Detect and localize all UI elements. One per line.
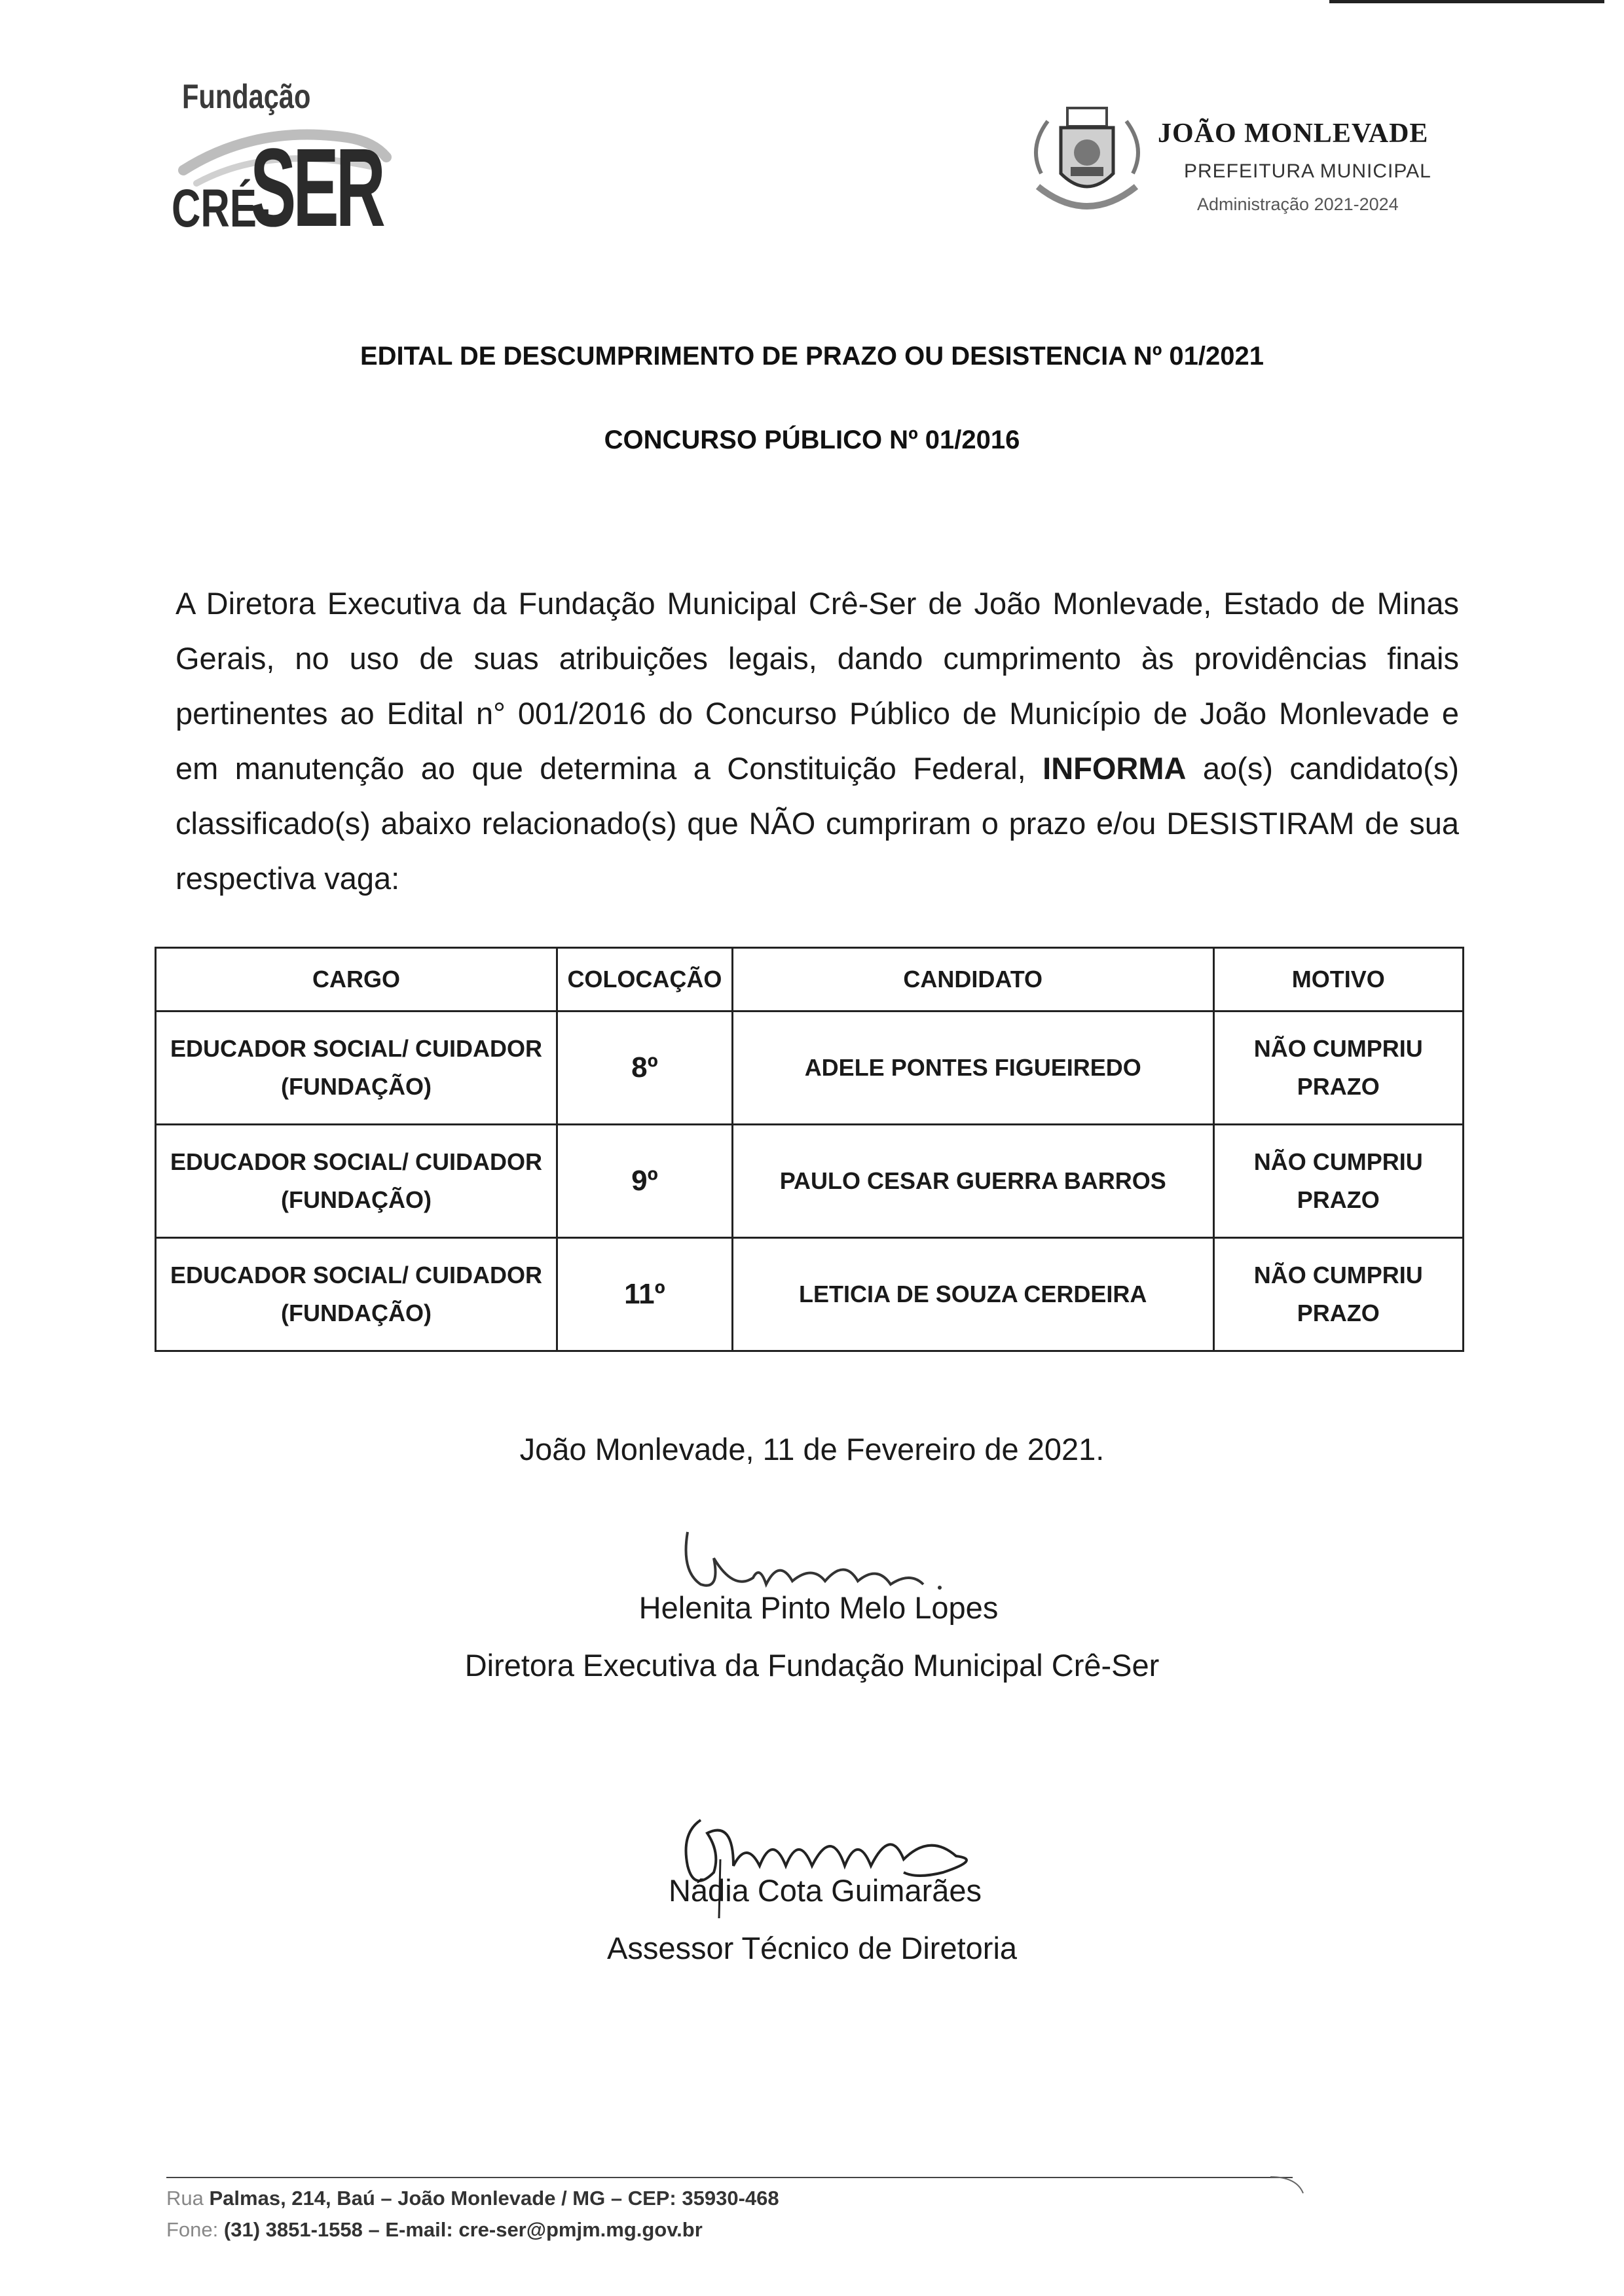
footer-address-label: Rua bbox=[166, 2187, 204, 2210]
document-date: João Monlevade, 11 de Fevereiro de 2021. bbox=[519, 1432, 1105, 1467]
cargo-line-1: EDUCADOR SOCIAL/ CUIDADOR bbox=[170, 1148, 542, 1175]
cell-candidato: PAULO CESAR GUERRA BARROS bbox=[732, 1125, 1213, 1238]
cargo-line-2: (FUNDAÇÃO) bbox=[280, 1073, 432, 1100]
cargo-line-1: EDUCADOR SOCIAL/ CUIDADOR bbox=[170, 1035, 542, 1062]
city-coat-of-arms-icon bbox=[1022, 95, 1153, 226]
cell-colocacao: 11º bbox=[557, 1238, 732, 1351]
header-cargo: CARGO bbox=[156, 948, 557, 1011]
cell-candidato: LETICIA DE SOUZA CERDEIRA bbox=[732, 1238, 1213, 1351]
header-candidato: CANDIDATO bbox=[732, 948, 1213, 1011]
administration-label: Administração 2021-2024 bbox=[1197, 194, 1399, 214]
motivo-line-1: NÃO CUMPRIU bbox=[1253, 1262, 1423, 1288]
cell-colocacao: 9º bbox=[557, 1125, 732, 1238]
footer-address bbox=[166, 2187, 779, 2210]
concurso-title: CONCURSO PÚBLICO Nº 01/2016 bbox=[604, 426, 1020, 454]
cargo-line-1: EDUCADOR SOCIAL/ CUIDADOR bbox=[170, 1262, 542, 1288]
signer-2-role: Assessor Técnico de Diretoria bbox=[606, 1931, 1018, 1965]
footer-divider bbox=[166, 2177, 1293, 2178]
body-paragraph bbox=[175, 576, 1459, 906]
cell-cargo bbox=[156, 1011, 557, 1125]
header-motivo: MOTIVO bbox=[1213, 948, 1463, 1011]
cell-cargo bbox=[156, 1125, 557, 1238]
signer-1-role: Diretora Executiva da Fundação Municipal Crê-Ser bbox=[464, 1648, 1160, 1683]
cell-motivo bbox=[1213, 1125, 1463, 1238]
prefeitura-label: PREFEITURA MUNICIPAL bbox=[1184, 160, 1431, 182]
cargo-line-2: (FUNDAÇÃO) bbox=[280, 1300, 432, 1326]
motivo-line-1: NÃO CUMPRIU bbox=[1253, 1035, 1423, 1062]
footer-contact bbox=[166, 2218, 703, 2242]
top-scan-line bbox=[1329, 0, 1604, 3]
footer-contact-text: (31) 3851-1558 – E-mail: cre-ser@pmjm.mg.gov.br bbox=[223, 2218, 703, 2241]
cell-cargo bbox=[156, 1238, 557, 1351]
table-row bbox=[156, 1011, 1464, 1125]
body-text-part2: ao(s) candidato(s) classificado(s) abaixo relacionado(s) que NÃO cumpriram o prazo e/ou DESISTIRAM de sua respectiva vaga: bbox=[175, 751, 1460, 896]
cell-motivo bbox=[1213, 1238, 1463, 1351]
table-row bbox=[156, 1238, 1464, 1351]
cell-colocacao: 8º bbox=[557, 1011, 732, 1125]
motivo-line-2: PRAZO bbox=[1297, 1186, 1380, 1213]
signer-1-name: Helenita Pinto Melo Lopes bbox=[638, 1590, 999, 1625]
header-colocacao: COLOCAÇÃO bbox=[557, 948, 732, 1011]
city-name: JOÃO MONLEVADE bbox=[1158, 118, 1429, 149]
motivo-line-2: PRAZO bbox=[1297, 1073, 1380, 1100]
signer-2-name: Nádia Cota Guimarães bbox=[668, 1873, 982, 1908]
footer-address-text: Palmas, 214, Baú – João Monlevade / MG – CEP: 35930-468 bbox=[209, 2187, 779, 2210]
candidates-table bbox=[155, 947, 1464, 1352]
logo-cre: CRÉ- bbox=[172, 179, 270, 238]
logo-ser: SER bbox=[250, 126, 382, 250]
edital-title: EDITAL DE DESCUMPRIMENTO DE PRAZO OU DESISTENCIA Nº 01/2021 bbox=[360, 342, 1264, 371]
cargo-line-2: (FUNDAÇÃO) bbox=[280, 1186, 432, 1213]
motivo-line-1: NÃO CUMPRIU bbox=[1253, 1148, 1423, 1175]
logo-fundacao-text: Fundação bbox=[182, 78, 311, 116]
cell-motivo bbox=[1213, 1011, 1463, 1125]
footer-phone-label: Fone: bbox=[166, 2218, 219, 2241]
table-row bbox=[156, 1125, 1464, 1238]
logo-cre-ser bbox=[172, 126, 382, 250]
cell-candidato: ADELE PONTES FIGUEIREDO bbox=[732, 1011, 1213, 1125]
body-text-part1: A Diretora Executiva da Fundação Municipal Crê-Ser de João Monlevade, Estado de Minas Gerais, no uso de suas atribuições legais, dando cumprimento às providências finais pertinentes ao Edital n° 001/2016 do Concurso Público de Município de João Monlevade e em manutenção ao que determina a Constituição Federal, bbox=[175, 586, 1459, 786]
footer-divider-curve bbox=[1270, 2164, 1310, 2196]
body-text-informa: INFORMA bbox=[1043, 751, 1187, 786]
table-header-row bbox=[156, 948, 1464, 1011]
motivo-line-2: PRAZO bbox=[1297, 1300, 1380, 1326]
